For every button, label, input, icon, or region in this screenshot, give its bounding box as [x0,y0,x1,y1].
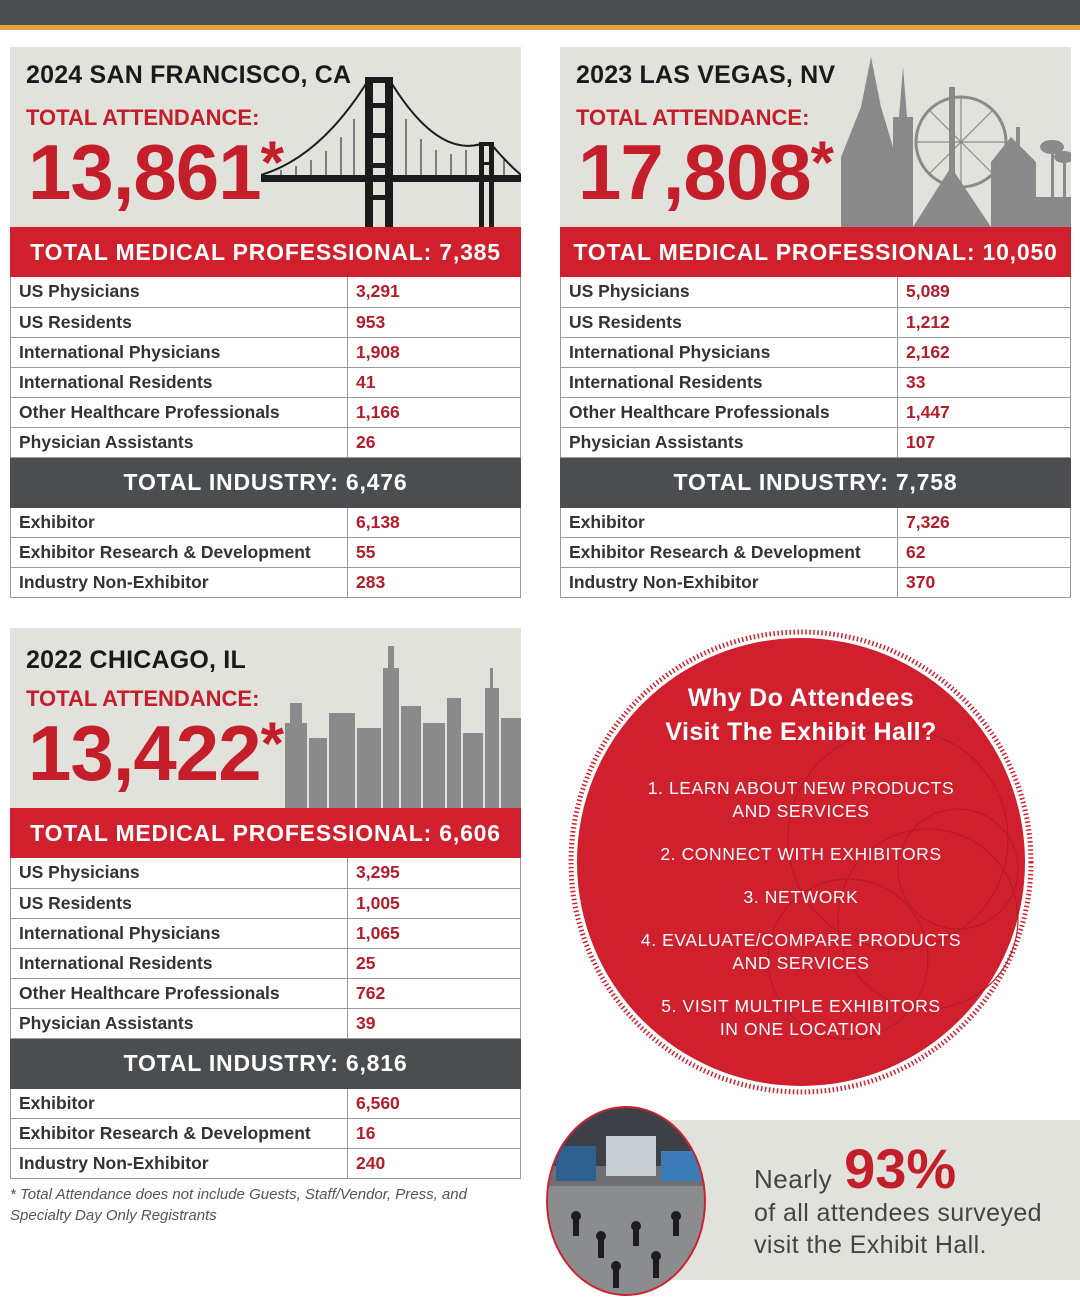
industry-header: TOTAL INDUSTRY: 6,476 [10,458,521,508]
row-value: 41 [348,367,521,397]
row-value: 26 [356,431,376,452]
why-item [608,843,994,866]
medical-table [560,277,1071,458]
table-row [561,337,1071,367]
attendance-label: TOTAL ATTENDANCE: [576,105,810,130]
row-label: Physician Assistants [11,427,348,457]
header-bar [0,0,1080,25]
stat-description [754,1197,1080,1261]
panel-hero [560,47,1071,227]
row-label: US Residents [561,307,898,337]
city-title: 2022 CHICAGO, IL [26,646,246,674]
row-value: 1,005 [348,888,521,918]
row-label: Exhibitor Research & Development [11,1119,348,1149]
panel-hero [10,47,521,227]
industry-table [560,508,1071,599]
table-row [561,538,1071,568]
las-vegas-skyline-icon [841,47,1071,227]
city-title: 2023 LAS VEGAS, NV [576,61,836,89]
row-value: 62 [898,538,1071,568]
panel-san-francisco [10,47,521,598]
row-label: International Physicians [561,337,898,367]
row-value: 953 [348,307,521,337]
attendance-number [28,128,283,216]
row-value: 1,908 [348,337,521,367]
row-value: 55 [348,538,521,568]
medical-header: TOTAL MEDICAL PROFESSIONAL: 7,385 [10,227,521,277]
row-value: 1,447 [898,397,1071,427]
stat-nearly: Nearly [754,1164,833,1194]
table-row [11,367,521,397]
why-item-line: 5. VISIT MULTIPLE EXHIBITORS [661,996,941,1016]
industry-table [10,1089,521,1180]
table-row [11,277,521,307]
table-row [561,397,1071,427]
table-row [11,1149,521,1179]
table-row [11,858,521,888]
attendance-label: TOTAL ATTENDANCE: [26,686,260,711]
city-title: 2024 SAN FRANCISCO, CA [26,61,352,89]
table-row [561,277,1071,307]
industry-header: TOTAL INDUSTRY: 7,758 [560,458,1071,508]
attendance-value: 17,808 [578,128,811,216]
row-label: Exhibitor [561,508,898,538]
row-value: 6,560 [348,1089,521,1119]
row-label: Industry Non-Exhibitor [11,568,348,598]
industry-header: TOTAL INDUSTRY: 6,816 [10,1039,521,1089]
row-label: Physician Assistants [561,427,898,457]
table-row [11,1119,521,1149]
row-value: 5,089 [898,277,1071,307]
table-row [11,307,521,337]
row-label: Other Healthcare Professionals [561,397,898,427]
row-label: Exhibitor Research & Development [561,538,898,568]
row-label: Other Healthcare Professionals [11,978,348,1008]
why-item [608,995,994,1041]
attendance-number [578,128,833,216]
row-value: 3,291 [348,277,521,307]
stat-headline [754,1136,956,1201]
row-value: 1,065 [348,918,521,948]
why-item-line: 1. LEARN ABOUT NEW PRODUCTS [647,778,955,798]
table-row [11,538,521,568]
asterisk: * [260,710,283,777]
attendance-value: 13,861 [28,128,261,216]
why-item-line: 2. CONNECT WITH EXHIBITORS [660,844,942,864]
table-row [561,427,1071,457]
medical-table [10,858,521,1039]
row-value: 240 [356,1153,386,1173]
industry-table [10,508,521,599]
table-row [11,508,521,538]
row-label: International Residents [11,948,348,978]
row-value: 3,295 [348,858,521,888]
row-label: US Residents [11,307,348,337]
row-label: Exhibitor Research & Development [11,538,348,568]
row-label: US Residents [11,888,348,918]
table-row [11,1089,521,1119]
stat-line-3: visit the Exhibit Hall. [754,1231,987,1259]
table-row [561,568,1071,598]
why-item-line: AND SERVICES [732,801,870,821]
medical-header: TOTAL MEDICAL PROFESSIONAL: 6,606 [10,808,521,858]
why-item-line: AND SERVICES [732,953,870,973]
table-row [11,337,521,367]
why-item-line: 3. NETWORK [743,887,859,907]
why-title [568,681,1034,749]
row-value: 107 [906,431,936,452]
row-label: US Physicians [11,858,348,888]
row-value: 1,166 [348,397,521,427]
row-value: 1,212 [898,307,1071,337]
exhibit-hall-photo [546,1106,706,1296]
row-value: 16 [348,1119,521,1149]
chicago-skyline-icon [285,628,521,808]
why-circle [568,629,1034,1095]
why-item-line: 4. EVALUATE/COMPARE PRODUCTS [640,930,962,950]
table-row [11,568,521,598]
table-row [561,508,1071,538]
asterisk: * [810,129,833,196]
row-label: Industry Non-Exhibitor [561,568,898,598]
medical-header: TOTAL MEDICAL PROFESSIONAL: 10,050 [560,227,1071,277]
row-value: 7,326 [898,508,1071,538]
stat-percent: 93% [844,1137,957,1200]
attendance-number [28,709,283,797]
row-label: International Residents [561,367,898,397]
why-title-line-2: Visit The Exhibit Hall? [665,718,937,746]
panel-chicago [10,628,521,1179]
panel-las-vegas [560,47,1071,598]
table-row [11,397,521,427]
row-value: 283 [356,572,386,592]
why-item-line: IN ONE LOCATION [719,1019,883,1039]
row-value: 25 [348,948,521,978]
footnote: * Total Attendance does not include Guests, Staff/Vendor, Press, and Specialty Day Only Registrants [10,1186,467,1224]
table-row [11,948,521,978]
stat-line-2: of all attendees surveyed [754,1199,1042,1227]
why-list [608,777,994,1061]
row-label: Industry Non-Exhibitor [11,1149,348,1179]
header-accent-line [0,25,1080,30]
row-label: Other Healthcare Professionals [11,397,348,427]
table-row [561,307,1071,337]
table-row [11,978,521,1008]
row-value: 2,162 [898,337,1071,367]
table-row [11,888,521,918]
why-item [608,777,994,823]
row-value: 39 [356,1012,376,1033]
table-row [11,427,521,457]
row-label: International Residents [11,367,348,397]
attendance-value: 13,422 [28,709,261,797]
asterisk: * [260,129,283,196]
row-value: 370 [906,572,936,592]
why-item [608,929,994,975]
row-value: 6,138 [348,508,521,538]
table-row [11,1008,521,1038]
row-label: International Physicians [11,337,348,367]
row-label: US Physicians [11,277,348,307]
row-label: US Physicians [561,277,898,307]
table-row [561,367,1071,397]
attendance-label: TOTAL ATTENDANCE: [26,105,260,130]
why-item [608,886,994,909]
row-value: 33 [898,367,1071,397]
row-value: 762 [348,978,521,1008]
row-label: Physician Assistants [11,1008,348,1038]
why-title-line-1: Why Do Attendees [687,684,915,712]
medical-table [10,277,521,458]
table-row [11,918,521,948]
row-label: Exhibitor [11,1089,348,1119]
row-label: Exhibitor [11,508,348,538]
panel-hero [10,628,521,808]
row-label: International Physicians [11,918,348,948]
